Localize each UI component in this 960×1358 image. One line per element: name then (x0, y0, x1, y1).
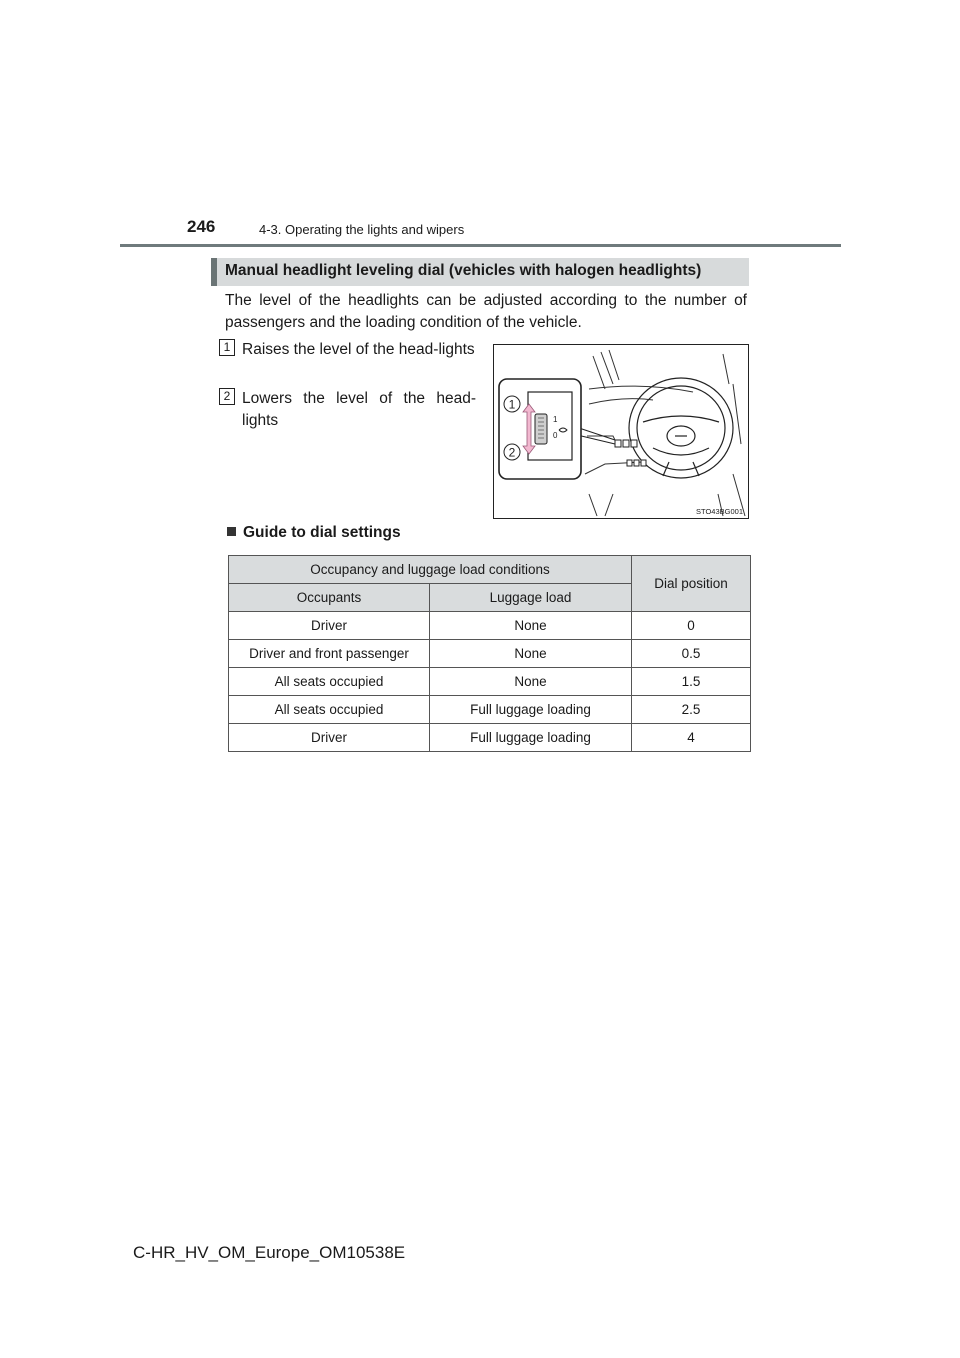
table-cell: Driver (229, 724, 430, 752)
table-header-dial-position: Dial position (632, 556, 751, 612)
dial-settings-table (228, 555, 751, 752)
table-group-header: Occupancy and luggage load conditions (229, 556, 632, 584)
table-row (229, 640, 751, 668)
dial-mark-0: 0 (553, 431, 558, 440)
table-cell: Driver and front passenger (229, 640, 430, 668)
headlight-leveling-dial-illustration (493, 344, 749, 519)
header-rule (120, 244, 841, 247)
figure-code: STO43BG001 (696, 507, 743, 516)
table-row (229, 612, 751, 640)
guide-subheading (227, 524, 401, 542)
table-cell: 4 (632, 724, 751, 752)
table-cell: 0 (632, 612, 751, 640)
dial-mark-1: 1 (553, 415, 558, 424)
table-cell: None (430, 668, 632, 696)
item-text-raise: Raises the level of the head-lights (242, 341, 475, 358)
page-number: 246 (187, 217, 216, 236)
table-cell: All seats occupied (229, 668, 430, 696)
table-cell: None (430, 640, 632, 668)
table-cell: Full luggage loading (430, 724, 632, 752)
table-header-occupants: Occupants (229, 584, 430, 612)
table-cell: All seats occupied (229, 696, 430, 724)
table-cell: 1.5 (632, 668, 751, 696)
table-cell: Full luggage loading (430, 696, 632, 724)
table-row (229, 696, 751, 724)
guide-subheading-text: Guide to dial settings (243, 524, 401, 541)
item-number-badge: 1 (219, 339, 235, 356)
item-text-lower: Lowers the level of the head-lights (242, 390, 476, 429)
table-row (229, 668, 751, 696)
table-cell: 2.5 (632, 696, 751, 724)
callout-1-label: 1 (508, 397, 516, 412)
section-header: 4-3. Operating the lights and wipers (259, 222, 465, 237)
topic-title: Manual headlight leveling dial (vehicles with halogen headlights) (225, 262, 702, 279)
item-number-badge: 2 (219, 388, 235, 405)
table-header-luggage: Luggage load (430, 584, 632, 612)
square-bullet-icon (227, 527, 236, 536)
table-row (229, 724, 751, 752)
table-cell: None (430, 612, 632, 640)
table-cell: Driver (229, 612, 430, 640)
footer-document-id: C-HR_HV_OM_Europe_OM10538E (133, 1243, 406, 1262)
intro-paragraph: The level of the headlights can be adjusted according to the number of passengers and the loading condition of the vehicle. (225, 292, 747, 331)
callout-2-label: 2 (508, 445, 516, 460)
table-cell: 0.5 (632, 640, 751, 668)
